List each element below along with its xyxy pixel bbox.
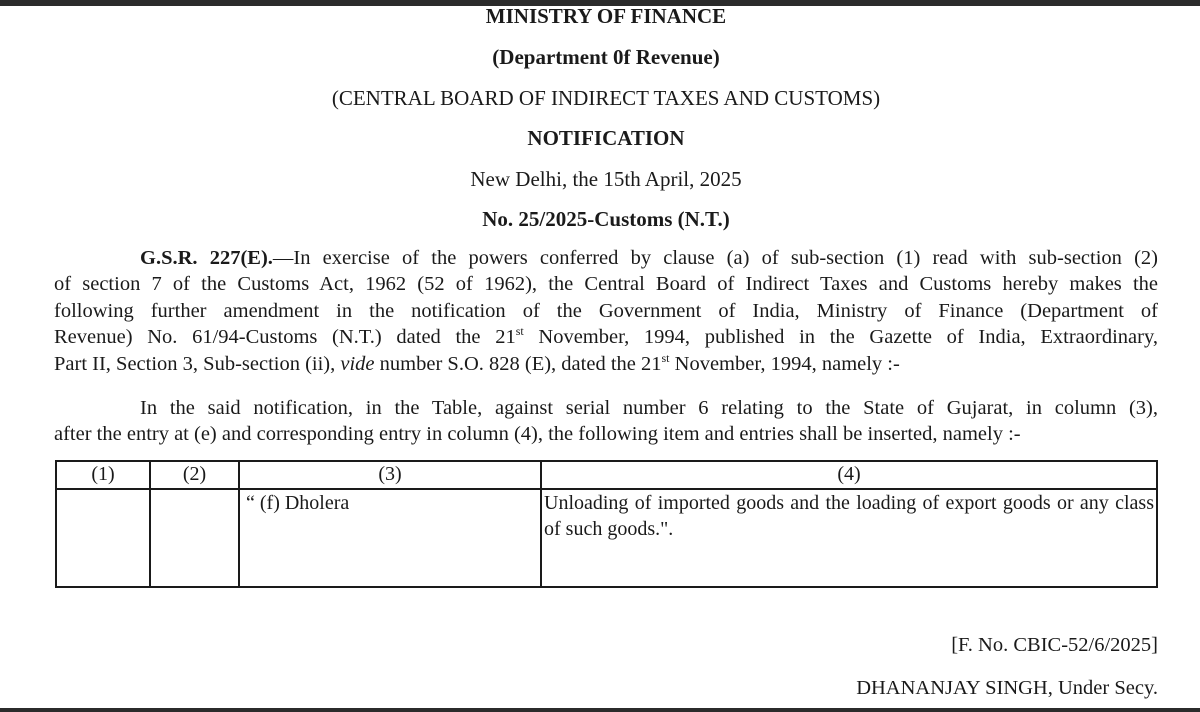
- file-number: [F. No. CBIC-52/6/2025]: [951, 634, 1158, 656]
- column-header-2: (2): [150, 461, 239, 489]
- second-paragraph: [54, 395, 1158, 448]
- table-row: [56, 489, 1157, 587]
- board-heading: (CENTRAL BOARD OF INDIRECT TAXES AND CUSTOMS): [331, 86, 881, 110]
- column-header-4: (4): [541, 461, 1157, 489]
- para1-line-3: following further amendment in the notification of the Government of India, Ministry of Finance (Department of: [54, 299, 1158, 322]
- department-heading: (Department 0f Revenue): [492, 45, 720, 69]
- gsr-number: G.S.R. 227(E).: [140, 247, 273, 269]
- para2-line-2: after the entry at (e) and corresponding entry in column (4), the following item and entries shall be inserted, namely :-: [54, 423, 1021, 446]
- column-header-3: (3): [239, 461, 541, 489]
- para1-line-1: G.S.R. 227(E).—In exercise of the powers conferred by clause (a) of sub-section (1) read with sub-section (2): [140, 247, 1158, 269]
- para1-line-5: Part II, Section 3, Sub-section (ii), vide number S.O. 828 (E), dated the 21st November, 1994, namely :-: [54, 350, 900, 375]
- amendment-table: [55, 460, 1158, 588]
- place-date: New Delhi, the 15th April, 2025: [470, 167, 742, 191]
- cell-purpose: Unloading of imported goods and the loading of export goods or any class of such goods.".: [541, 489, 1157, 587]
- notification-number: No. 25/2025-Customs (N.T.): [482, 207, 730, 231]
- cell-2: [150, 489, 239, 587]
- table-header-row: [56, 461, 1157, 489]
- notification-title: NOTIFICATION: [527, 126, 685, 150]
- para1-line-2: of section 7 of the Customs Act, 1962 (52 of 1962), the Central Board of Indirect Taxes and Customs hereby makes the: [54, 273, 1158, 296]
- ministry-heading: MINISTRY OF FINANCE: [485, 4, 727, 28]
- cell-serial: [56, 489, 150, 587]
- signatory: DHANANJAY SINGH, Under Secy.: [856, 677, 1158, 699]
- main-paragraph: [54, 245, 1158, 377]
- cell-port-name: “ (f) Dholera: [239, 489, 541, 587]
- para1-line-4: Revenue) No. 61/94-Customs (N.T.) dated the 21st November, 1994, published in the Gazette of India, Extraordinary,: [54, 324, 1158, 349]
- para2-line-1: In the said notification, in the Table, against serial number 6 relating to the State of Gujarat, in column (3),: [140, 397, 1158, 419]
- column-header-1: (1): [56, 461, 150, 489]
- bottom-border: [0, 708, 1200, 712]
